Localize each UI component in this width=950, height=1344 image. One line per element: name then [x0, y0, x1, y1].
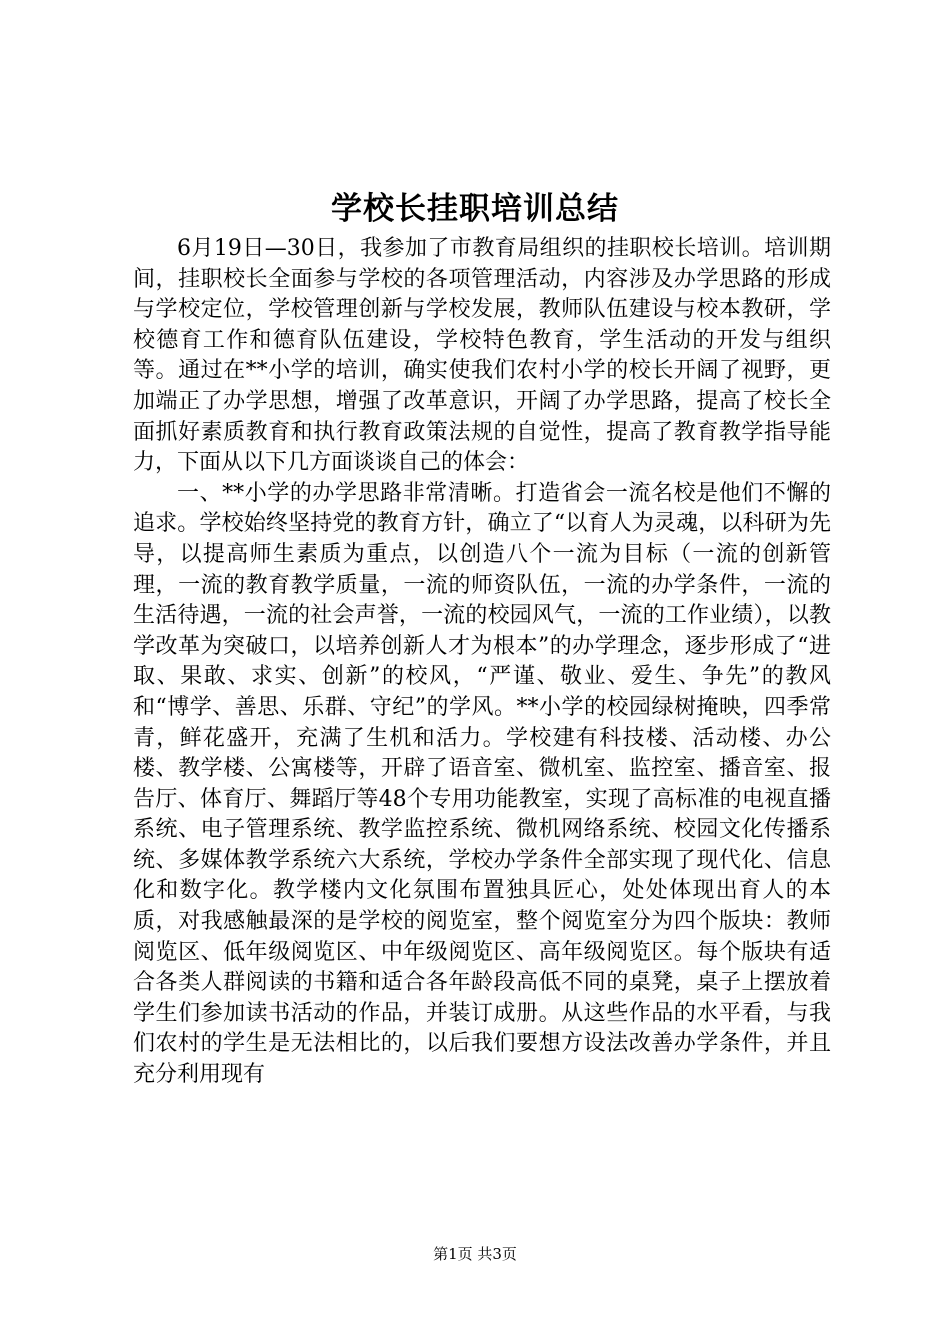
paragraph-section-1: 一、**小学的办学思路非常清晰。打造省会一流名校是他们不懈的追求。学校始终坚持党的教育方针，确立了“以育人为灵魂，以科研为先导，以提高师生素质为重点，以创造八个一流为目标（一流的创新管理，一流的教育教学质量，一流的师资队伍，一流的办学条件，一流的生活待遇，一流的社会声誉，一流的校园风气，一流的工作业绩），以教学改革为突破口，以培养创新人才为根本”的办学理念，逐步形成了“进取、果敢、求实、创新”的校风，“严谨、敬业、爱生、争先”的教风和“博学、善思、乐群、守纪”的学风。**小学的校园绿树掩映，四季常青，鲜花盛开，充满了生机和活力。学校建有科技楼、活动楼、办公楼、教学楼、公寓楼等，开辟了语音室、微机室、监控室、播音室、报告厅、体育厅、舞蹈厅等48个专用功能教室，实现了高标准的电视直播系统、电子管理系统、教学监控系统、微机网络系统、校园文化传播系统、多媒体教学系统六大系统，学校办学条件全部实现了现代化、信息化和数字化。教学楼内文化氛围布置独具匠心，处处体现出育人的本质，对我感触最深的是学校的阅览室，整个阅览室分为四个版块：教师阅览区、低年级阅览区、中年级阅览区、高年级阅览区。每个版块有适合各类人群阅读的书籍和适合各年龄段高低不同的桌凳，桌子上摆放着学生们参加读书活动的作品，并装订成册。从这些作品的水平看，与我们农村的学生是无法相比的，以后我们要想方设法改善办学条件，并且充分利用现有 [133, 480, 831, 1088]
document-title: 学校长挂职培训总结 [331, 191, 619, 227]
page-number-footer: 第1页 共3页 [433, 1245, 517, 1263]
paragraph-intro: 6月19日—30日，我参加了市教育局组织的挂职校长培训。培训期间，挂职校长全面参与学校的各项管理活动，内容涉及办学思路的形成与学校定位，学校管理创新与学校发展，教师队伍建设与校本教研，学校德育工作和德育队伍建设，学校特色教育，学生活动的开发与组织等。通过在**小学的培训，确实使我们农村小学的校长开阔了视野，更加端正了办学思想，增强了改革意识，开阔了办学思路，提高了校长全面抓好素质教育和执行教育政策法规的自觉性，提高了教育教学指导能力，下面从以下几方面谈谈自己的体会： [133, 236, 831, 476]
document-body [133, 234, 831, 1091]
